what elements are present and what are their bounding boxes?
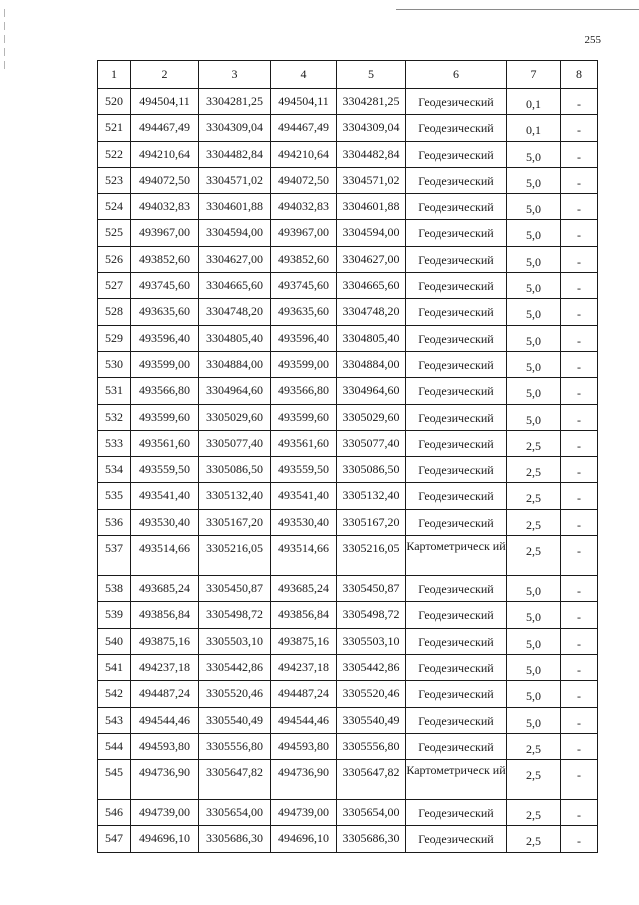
scan-margin-marks [2, 4, 8, 94]
method-cell: Геодезический [406, 457, 507, 483]
point-number-cell: 532 [98, 404, 131, 430]
y-coordinate-cell: 3304482,84 [337, 141, 406, 167]
x-coordinate-cell: 493596,40 [131, 325, 199, 351]
y-coordinate-cell: 3305556,80 [337, 733, 406, 759]
accuracy-cell: 2,5 [507, 483, 561, 509]
y-coordinate-cell: 3304594,00 [199, 220, 271, 246]
table-row [98, 826, 598, 852]
table-row [98, 273, 598, 299]
note-cell: - [561, 167, 598, 193]
column-header: 2 [131, 61, 199, 89]
y-coordinate-cell: 3305498,72 [199, 602, 271, 628]
accuracy-cell: 5,0 [507, 404, 561, 430]
x-coordinate-cell: 493875,16 [131, 628, 199, 654]
method-cell: Геодезический [406, 733, 507, 759]
x-coordinate-cell: 494504,11 [271, 89, 337, 115]
table-row [98, 115, 598, 141]
column-header: 3 [199, 61, 271, 89]
method-cell: Геодезический [406, 800, 507, 826]
method-cell: Геодезический [406, 351, 507, 377]
x-coordinate-cell: 493599,60 [131, 404, 199, 430]
accuracy-cell: 2,5 [507, 509, 561, 535]
method-cell: Геодезический [406, 273, 507, 299]
method-cell: Геодезический [406, 299, 507, 325]
top-rule [396, 9, 639, 10]
y-coordinate-cell: 3305077,40 [199, 430, 271, 456]
note-cell: - [561, 299, 598, 325]
x-coordinate-cell: 494739,00 [271, 800, 337, 826]
table-row [98, 628, 598, 654]
note-cell: - [561, 378, 598, 404]
note-cell: - [561, 681, 598, 707]
y-coordinate-cell: 3305498,72 [337, 602, 406, 628]
point-number-cell: 523 [98, 167, 131, 193]
point-number-cell: 535 [98, 483, 131, 509]
column-header: 6 [406, 61, 507, 89]
y-coordinate-cell: 3305686,30 [199, 826, 271, 852]
accuracy-cell: 5,0 [507, 325, 561, 351]
note-cell: - [561, 576, 598, 602]
point-number-cell: 546 [98, 800, 131, 826]
y-coordinate-cell: 3304601,88 [337, 194, 406, 220]
method-cell: Геодезический [406, 707, 507, 733]
column-header: 4 [271, 61, 337, 89]
x-coordinate-cell: 493856,84 [271, 602, 337, 628]
note-cell: - [561, 141, 598, 167]
method-cell: Картометрическ ий [406, 536, 507, 576]
point-number-cell: 526 [98, 246, 131, 272]
y-coordinate-cell: 3305086,50 [337, 457, 406, 483]
y-coordinate-cell: 3305216,05 [199, 536, 271, 576]
table-row [98, 654, 598, 680]
y-coordinate-cell: 3304805,40 [337, 325, 406, 351]
note-cell: - [561, 325, 598, 351]
x-coordinate-cell: 494593,80 [131, 733, 199, 759]
method-cell: Геодезический [406, 509, 507, 535]
table-row [98, 89, 598, 115]
accuracy-cell: 2,5 [507, 733, 561, 759]
point-number-cell: 520 [98, 89, 131, 115]
x-coordinate-cell: 493541,40 [131, 483, 199, 509]
y-coordinate-cell: 3305442,86 [337, 654, 406, 680]
point-number-cell: 529 [98, 325, 131, 351]
x-coordinate-cell: 494593,80 [271, 733, 337, 759]
x-coordinate-cell: 493967,00 [271, 220, 337, 246]
x-coordinate-cell: 494544,46 [131, 707, 199, 733]
note-cell: - [561, 536, 598, 576]
y-coordinate-cell: 3304748,20 [337, 299, 406, 325]
method-cell: Геодезический [406, 628, 507, 654]
x-coordinate-cell: 493599,00 [131, 351, 199, 377]
method-cell: Геодезический [406, 430, 507, 456]
coordinates-table [97, 60, 598, 853]
method-cell: Геодезический [406, 654, 507, 680]
column-header: 7 [507, 61, 561, 89]
method-cell: Геодезический [406, 826, 507, 852]
accuracy-cell: 5,0 [507, 602, 561, 628]
x-coordinate-cell: 494072,50 [131, 167, 199, 193]
x-coordinate-cell: 493599,60 [271, 404, 337, 430]
y-coordinate-cell: 3304309,04 [199, 115, 271, 141]
point-number-cell: 538 [98, 576, 131, 602]
method-cell: Геодезический [406, 325, 507, 351]
x-coordinate-cell: 493530,40 [131, 509, 199, 535]
note-cell: - [561, 602, 598, 628]
x-coordinate-cell: 494210,64 [131, 141, 199, 167]
y-coordinate-cell: 3305540,49 [199, 707, 271, 733]
note-cell: - [561, 89, 598, 115]
x-coordinate-cell: 493530,40 [271, 509, 337, 535]
x-coordinate-cell: 494072,50 [271, 167, 337, 193]
x-coordinate-cell: 493856,84 [131, 602, 199, 628]
note-cell: - [561, 800, 598, 826]
y-coordinate-cell: 3305029,60 [199, 404, 271, 430]
point-number-cell: 547 [98, 826, 131, 852]
y-coordinate-cell: 3305077,40 [337, 430, 406, 456]
y-coordinate-cell: 3305029,60 [337, 404, 406, 430]
note-cell: - [561, 826, 598, 852]
x-coordinate-cell: 494467,49 [131, 115, 199, 141]
y-coordinate-cell: 3305132,40 [199, 483, 271, 509]
point-number-cell: 539 [98, 602, 131, 628]
table-row [98, 681, 598, 707]
y-coordinate-cell: 3305654,00 [337, 800, 406, 826]
table-row [98, 576, 598, 602]
x-coordinate-cell: 494487,24 [271, 681, 337, 707]
x-coordinate-cell: 494032,83 [131, 194, 199, 220]
x-coordinate-cell: 493635,60 [271, 299, 337, 325]
x-coordinate-cell: 493514,66 [131, 536, 199, 576]
x-coordinate-cell: 494736,90 [271, 760, 337, 800]
note-cell: - [561, 483, 598, 509]
point-number-cell: 525 [98, 220, 131, 246]
y-coordinate-cell: 3304571,02 [337, 167, 406, 193]
y-coordinate-cell: 3304594,00 [337, 220, 406, 246]
accuracy-cell: 5,0 [507, 707, 561, 733]
note-cell: - [561, 707, 598, 733]
table-row [98, 378, 598, 404]
accuracy-cell: 2,5 [507, 826, 561, 852]
point-number-cell: 541 [98, 654, 131, 680]
accuracy-cell: 2,5 [507, 536, 561, 576]
accuracy-cell: 5,0 [507, 628, 561, 654]
table-row [98, 404, 598, 430]
y-coordinate-cell: 3304571,02 [199, 167, 271, 193]
y-coordinate-cell: 3305086,50 [199, 457, 271, 483]
y-coordinate-cell: 3305654,00 [199, 800, 271, 826]
table-row [98, 733, 598, 759]
method-cell: Геодезический [406, 246, 507, 272]
note-cell: - [561, 628, 598, 654]
accuracy-cell: 5,0 [507, 351, 561, 377]
accuracy-cell: 5,0 [507, 194, 561, 220]
method-cell: Геодезический [406, 576, 507, 602]
table-row [98, 351, 598, 377]
x-coordinate-cell: 494237,18 [131, 654, 199, 680]
point-number-cell: 533 [98, 430, 131, 456]
y-coordinate-cell: 3305503,10 [199, 628, 271, 654]
table-row [98, 430, 598, 456]
note-cell: - [561, 351, 598, 377]
x-coordinate-cell: 493852,60 [131, 246, 199, 272]
note-cell: - [561, 115, 598, 141]
y-coordinate-cell: 3304665,60 [337, 273, 406, 299]
x-coordinate-cell: 493745,60 [271, 273, 337, 299]
y-coordinate-cell: 3305540,49 [337, 707, 406, 733]
table-row [98, 141, 598, 167]
column-header: 5 [337, 61, 406, 89]
accuracy-cell: 5,0 [507, 246, 561, 272]
x-coordinate-cell: 494237,18 [271, 654, 337, 680]
accuracy-cell: 2,5 [507, 457, 561, 483]
table-body [98, 89, 598, 853]
x-coordinate-cell: 493635,60 [131, 299, 199, 325]
x-coordinate-cell: 494487,24 [131, 681, 199, 707]
y-coordinate-cell: 3304748,20 [199, 299, 271, 325]
point-number-cell: 545 [98, 760, 131, 800]
method-cell: Геодезический [406, 194, 507, 220]
y-coordinate-cell: 3304964,60 [199, 378, 271, 404]
header-row [98, 61, 598, 89]
y-coordinate-cell: 3305686,30 [337, 826, 406, 852]
column-header: 8 [561, 61, 598, 89]
note-cell: - [561, 760, 598, 800]
x-coordinate-cell: 493685,24 [271, 576, 337, 602]
method-cell: Геодезический [406, 483, 507, 509]
y-coordinate-cell: 3305442,86 [199, 654, 271, 680]
table-row [98, 325, 598, 351]
y-coordinate-cell: 3305132,40 [337, 483, 406, 509]
x-coordinate-cell: 493745,60 [131, 273, 199, 299]
accuracy-cell: 5,0 [507, 681, 561, 707]
method-cell: Геодезический [406, 404, 507, 430]
table-row [98, 800, 598, 826]
y-coordinate-cell: 3304601,88 [199, 194, 271, 220]
note-cell: - [561, 654, 598, 680]
x-coordinate-cell: 493852,60 [271, 246, 337, 272]
y-coordinate-cell: 3305647,82 [337, 760, 406, 800]
y-coordinate-cell: 3304627,00 [199, 246, 271, 272]
point-number-cell: 540 [98, 628, 131, 654]
note-cell: - [561, 246, 598, 272]
x-coordinate-cell: 494504,11 [131, 89, 199, 115]
method-cell: Геодезический [406, 602, 507, 628]
y-coordinate-cell: 3304805,40 [199, 325, 271, 351]
x-coordinate-cell: 493566,80 [271, 378, 337, 404]
point-number-cell: 543 [98, 707, 131, 733]
x-coordinate-cell: 494544,46 [271, 707, 337, 733]
y-coordinate-cell: 3305167,20 [199, 509, 271, 535]
x-coordinate-cell: 493561,60 [271, 430, 337, 456]
table-row [98, 483, 598, 509]
table-row [98, 536, 598, 576]
note-cell: - [561, 220, 598, 246]
method-cell: Геодезический [406, 378, 507, 404]
x-coordinate-cell: 493566,80 [131, 378, 199, 404]
method-cell: Геодезический [406, 141, 507, 167]
x-coordinate-cell: 493875,16 [271, 628, 337, 654]
method-cell: Геодезический [406, 167, 507, 193]
y-coordinate-cell: 3304964,60 [337, 378, 406, 404]
point-number-cell: 544 [98, 733, 131, 759]
note-cell: - [561, 457, 598, 483]
accuracy-cell: 2,5 [507, 760, 561, 800]
point-number-cell: 534 [98, 457, 131, 483]
y-coordinate-cell: 3305647,82 [199, 760, 271, 800]
x-coordinate-cell: 494696,10 [131, 826, 199, 852]
x-coordinate-cell: 494739,00 [131, 800, 199, 826]
x-coordinate-cell: 494032,83 [271, 194, 337, 220]
point-number-cell: 524 [98, 194, 131, 220]
y-coordinate-cell: 3304665,60 [199, 273, 271, 299]
method-cell: Геодезический [406, 681, 507, 707]
point-number-cell: 521 [98, 115, 131, 141]
point-number-cell: 531 [98, 378, 131, 404]
y-coordinate-cell: 3305450,87 [337, 576, 406, 602]
table-row [98, 760, 598, 800]
table-row [98, 246, 598, 272]
accuracy-cell: 2,5 [507, 800, 561, 826]
table-row [98, 299, 598, 325]
x-coordinate-cell: 493559,50 [131, 457, 199, 483]
y-coordinate-cell: 3304884,00 [337, 351, 406, 377]
accuracy-cell: 5,0 [507, 576, 561, 602]
y-coordinate-cell: 3304309,04 [337, 115, 406, 141]
x-coordinate-cell: 494736,90 [131, 760, 199, 800]
x-coordinate-cell: 493599,00 [271, 351, 337, 377]
accuracy-cell: 5,0 [507, 273, 561, 299]
table-row [98, 602, 598, 628]
table-row [98, 457, 598, 483]
x-coordinate-cell: 494696,10 [271, 826, 337, 852]
point-number-cell: 528 [98, 299, 131, 325]
y-coordinate-cell: 3305556,80 [199, 733, 271, 759]
x-coordinate-cell: 494467,49 [271, 115, 337, 141]
table-row [98, 194, 598, 220]
y-coordinate-cell: 3304281,25 [199, 89, 271, 115]
y-coordinate-cell: 3305450,87 [199, 576, 271, 602]
point-number-cell: 536 [98, 509, 131, 535]
accuracy-cell: 2,5 [507, 430, 561, 456]
x-coordinate-cell: 493541,40 [271, 483, 337, 509]
accuracy-cell: 0,1 [507, 89, 561, 115]
accuracy-cell: 5,0 [507, 220, 561, 246]
y-coordinate-cell: 3305520,46 [199, 681, 271, 707]
y-coordinate-cell: 3304281,25 [337, 89, 406, 115]
page-number: 255 [584, 34, 601, 46]
note-cell: - [561, 273, 598, 299]
note-cell: - [561, 194, 598, 220]
method-cell: Геодезический [406, 89, 507, 115]
method-cell: Картометрическ ий [406, 760, 507, 800]
point-number-cell: 537 [98, 536, 131, 576]
accuracy-cell: 5,0 [507, 654, 561, 680]
y-coordinate-cell: 3305520,46 [337, 681, 406, 707]
note-cell: - [561, 430, 598, 456]
point-number-cell: 530 [98, 351, 131, 377]
y-coordinate-cell: 3305167,20 [337, 509, 406, 535]
point-number-cell: 522 [98, 141, 131, 167]
y-coordinate-cell: 3304627,00 [337, 246, 406, 272]
note-cell: - [561, 404, 598, 430]
note-cell: - [561, 509, 598, 535]
table-row [98, 220, 598, 246]
table-row [98, 509, 598, 535]
y-coordinate-cell: 3305503,10 [337, 628, 406, 654]
x-coordinate-cell: 493559,50 [271, 457, 337, 483]
note-cell: - [561, 733, 598, 759]
table-row [98, 707, 598, 733]
x-coordinate-cell: 493685,24 [131, 576, 199, 602]
method-cell: Геодезический [406, 220, 507, 246]
accuracy-cell: 5,0 [507, 167, 561, 193]
column-header: 1 [98, 61, 131, 89]
y-coordinate-cell: 3304884,00 [199, 351, 271, 377]
x-coordinate-cell: 493596,40 [271, 325, 337, 351]
y-coordinate-cell: 3304482,84 [199, 141, 271, 167]
y-coordinate-cell: 3305216,05 [337, 536, 406, 576]
x-coordinate-cell: 494210,64 [271, 141, 337, 167]
point-number-cell: 542 [98, 681, 131, 707]
accuracy-cell: 5,0 [507, 299, 561, 325]
method-cell: Геодезический [406, 115, 507, 141]
x-coordinate-cell: 493967,00 [131, 220, 199, 246]
point-number-cell: 527 [98, 273, 131, 299]
accuracy-cell: 5,0 [507, 141, 561, 167]
x-coordinate-cell: 493514,66 [271, 536, 337, 576]
table-row [98, 167, 598, 193]
x-coordinate-cell: 493561,60 [131, 430, 199, 456]
accuracy-cell: 5,0 [507, 378, 561, 404]
accuracy-cell: 0,1 [507, 115, 561, 141]
